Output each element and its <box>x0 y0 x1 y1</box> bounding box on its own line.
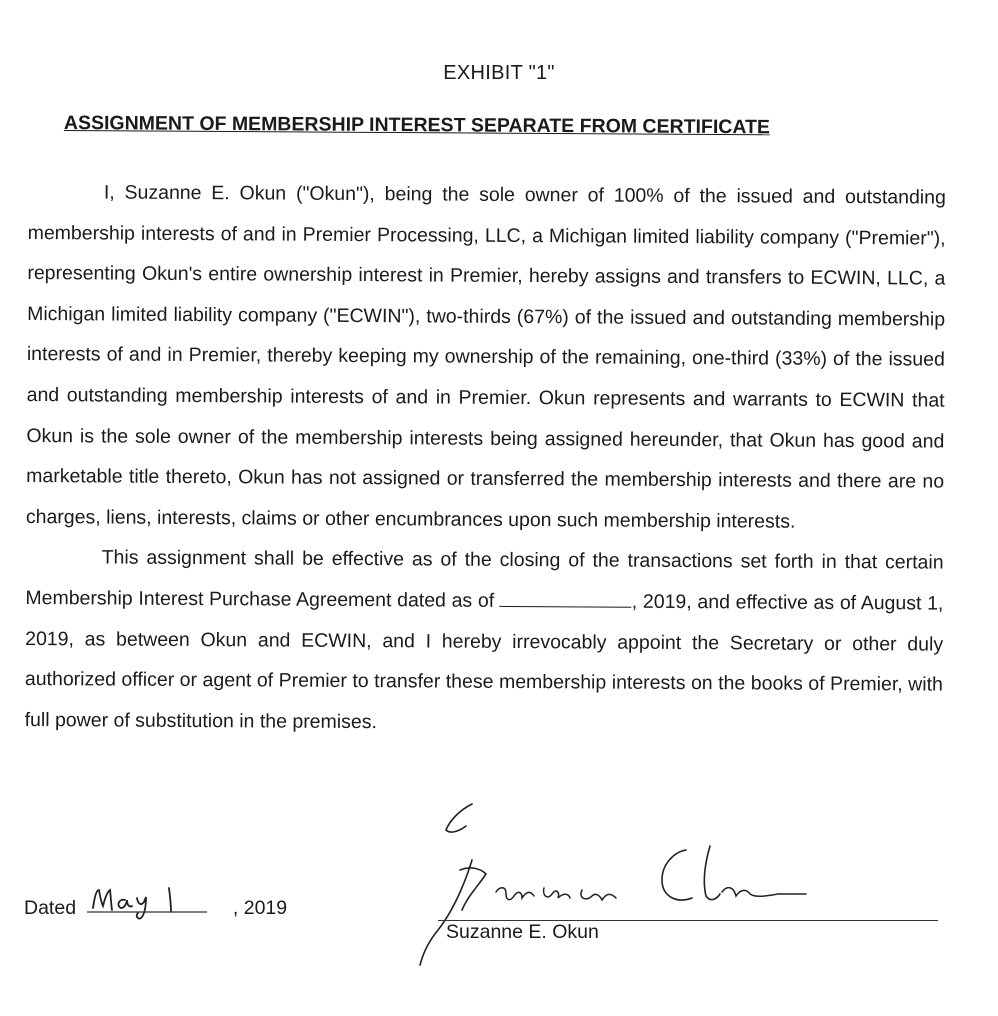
exhibit-heading: EXHIBIT "1" <box>443 62 555 84</box>
paragraph-effective <box>25 537 944 746</box>
handwritten-date <box>85 882 225 922</box>
paragraph-effective-part-1: This assignment shall be effective as of the closing of the transactions set forth in that certain Membership Interest Purchase Agreement dated as of <box>25 546 944 612</box>
dated-label: Dated <box>24 897 77 919</box>
document-title: ASSIGNMENT OF MEMBERSHIP INTEREST SEPARATE FROM CERTIFICATE <box>63 112 770 139</box>
dated-row <box>24 882 287 922</box>
document-body <box>25 172 946 746</box>
dated-year: , 2019 <box>232 897 288 919</box>
signer-name: Suzanne E. Okun <box>446 921 599 943</box>
paragraph-effective-part-2: , 2019, and effective as of August 1, 2019, as between Okun and ECWIN, and I hereby irrevocably appoint the Secretary or other duly authorized officer or agent of Premier to transfer these membership interests on the books of Premier, with full power of substitution in the premises. <box>24 590 944 733</box>
signature <box>410 800 950 980</box>
paragraph-assignment: I, Suzanne E. Okun ("Okun"), being the sole owner of 100% of the issued and outstanding membership interests of and in Premier Processing, LLC, a Michigan limited liability company ("Premier"), representing Okun's entire ownership interest in Premier, hereby assigns and transfers to ECWIN, LLC, a Michigan limited liability company ("ECWIN"), two-thirds (67%) of the issued and outstanding membership interests of and in Premier, thereby keeping my ownership of the remaining, one-third (33%) of the issued and outstanding membership interests of and in Premier. Okun represents and warrants to ECWIN that Okun is the sole owner of the membership interests being assigned hereunder, that Okun has good and marketable title thereto, Okun has not assigned or transferred the membership interests and there are no charges, liens, interests, claims or other encumbrances upon such membership interests. <box>25 181 946 533</box>
date-blank-line <box>500 592 632 608</box>
